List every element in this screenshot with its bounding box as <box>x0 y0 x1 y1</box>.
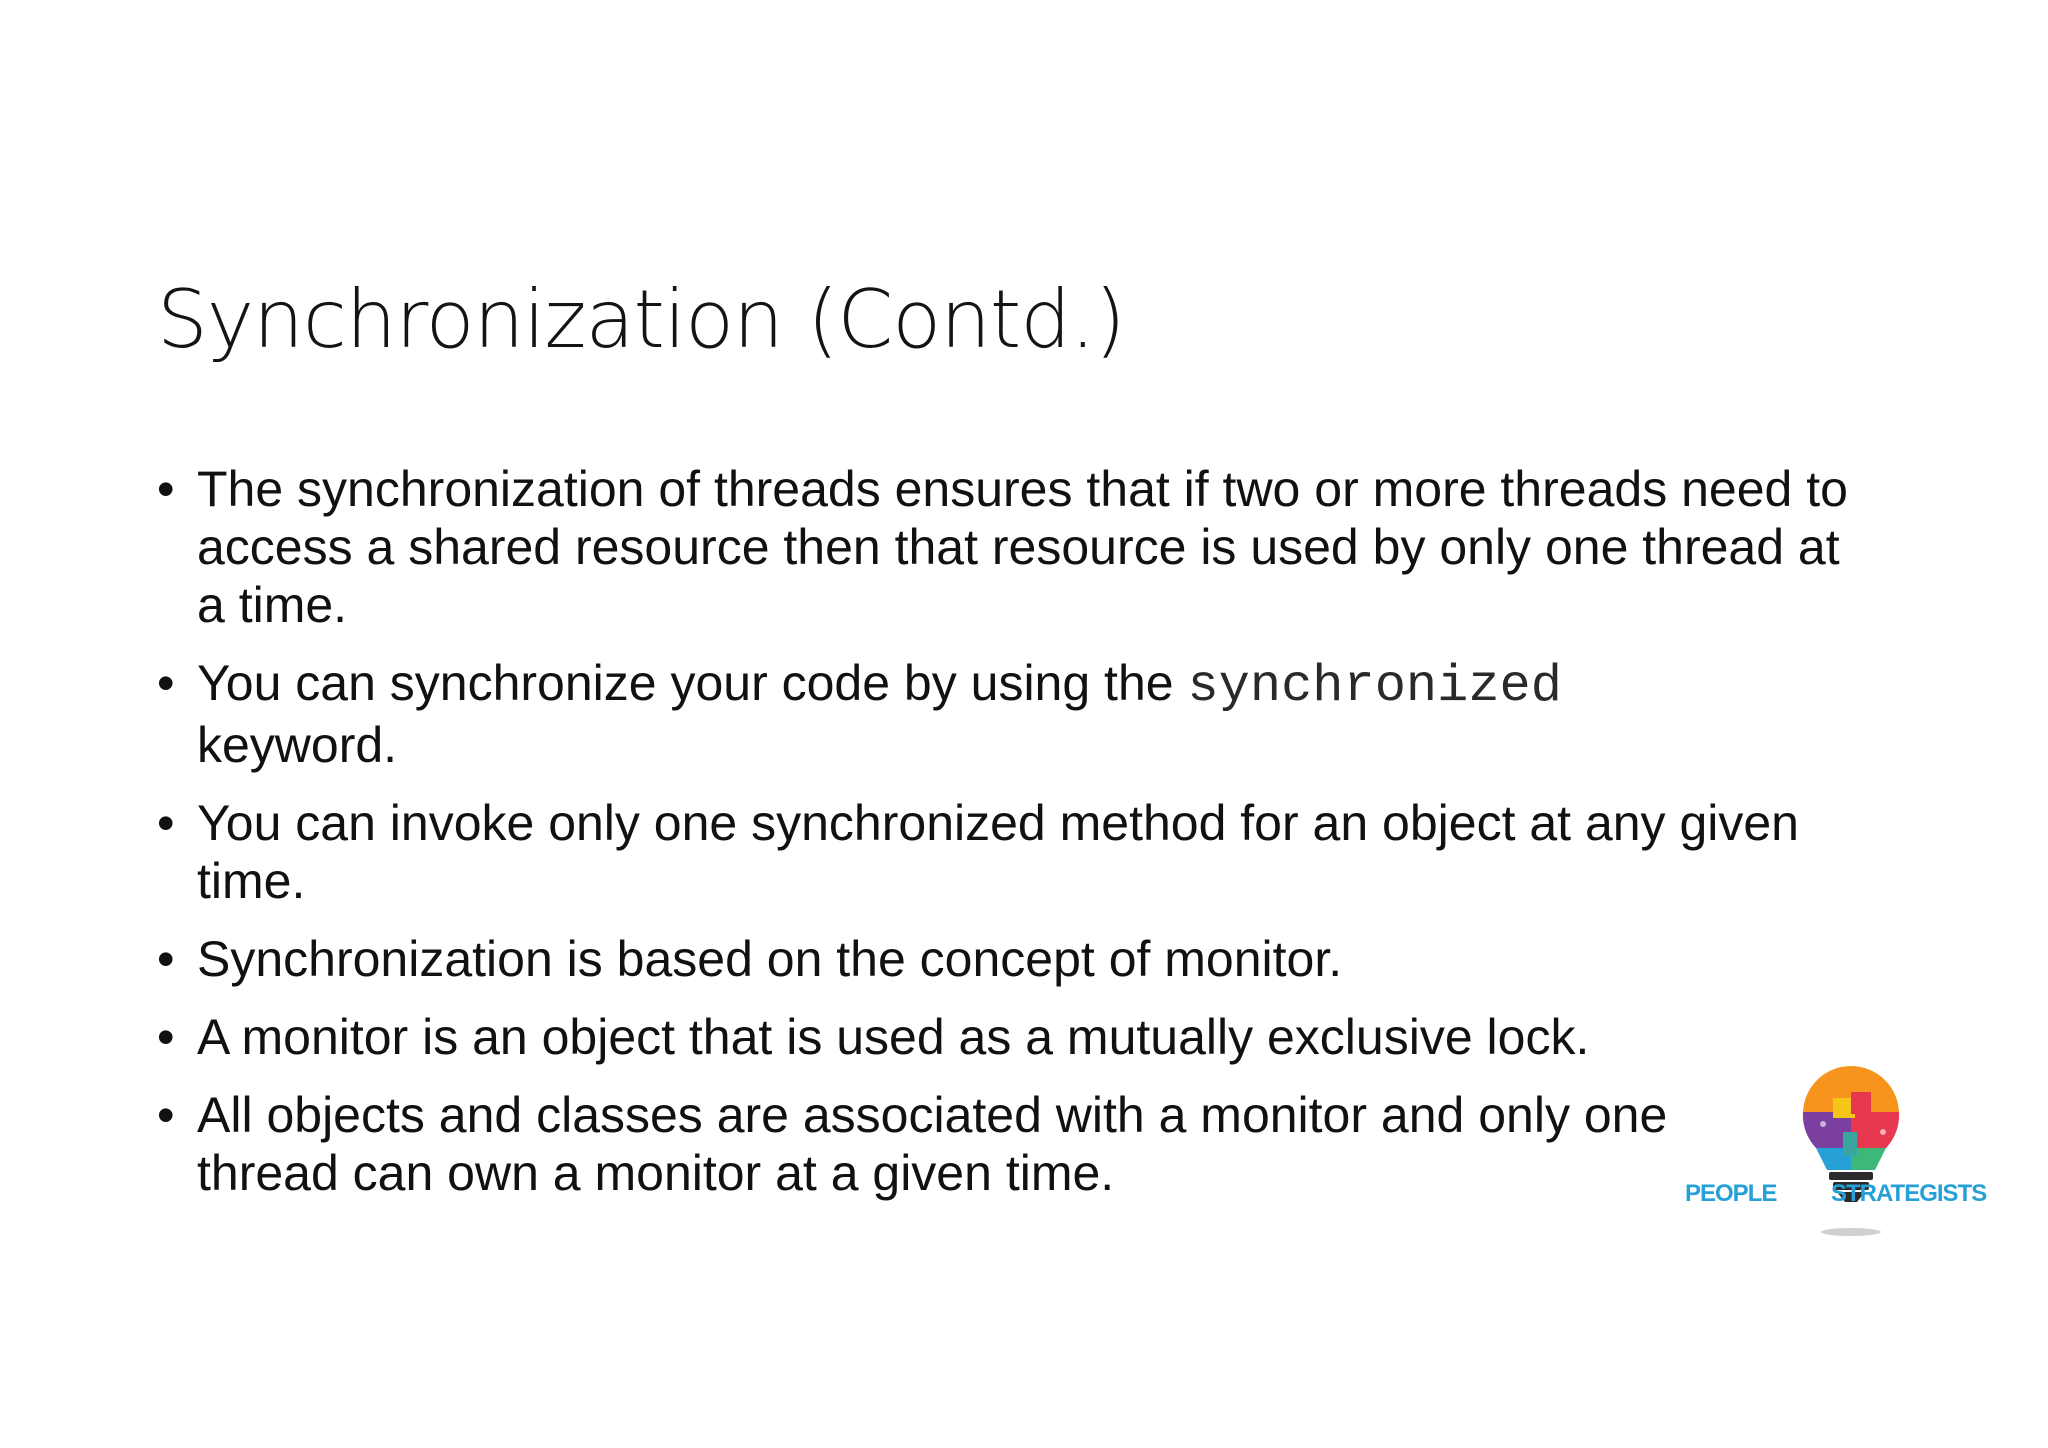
bullet-text: Synchronization is based on the concept of monitor. <box>197 931 1343 987</box>
logo-word-strategists: STRATEGISTS <box>1831 1180 1987 1207</box>
logo-word-people: PEOPLE <box>1685 1180 1777 1207</box>
bullet-item <box>157 794 1877 910</box>
bullet-item <box>157 654 1877 774</box>
lightbulb-puzzle-icon <box>1683 1062 2003 1244</box>
bullet-text: You can synchronize your code by using the <box>197 655 1188 711</box>
bullet-glyph: • <box>157 1009 175 1065</box>
bullet-item <box>157 930 1877 988</box>
bullet-text: A monitor is an object that is used as a mutually exclusive lock. <box>197 1009 1590 1065</box>
bullet-glyph: • <box>157 655 175 711</box>
code-keyword: synchronized <box>1187 657 1562 716</box>
slide-title: Synchronization (Contd.) <box>157 273 1125 366</box>
bullet-glyph: • <box>157 795 175 851</box>
bullet-glyph: • <box>157 461 175 517</box>
bullet-text: The synchronization of threads ensures that if two or more threads need to access a shared resource then that resource is used by only one thread at a time. <box>197 461 1848 633</box>
bullet-text-continued: keyword. <box>197 717 398 773</box>
bullet-item <box>157 460 1877 634</box>
bullet-list <box>157 460 1877 1202</box>
bullet-item <box>157 1086 1757 1202</box>
bullet-item <box>157 1008 1877 1066</box>
company-logo <box>1683 1062 2003 1244</box>
bullet-text: You can invoke only one synchronized method for an object at any given time. <box>197 795 1799 909</box>
bullet-glyph: • <box>157 1087 175 1143</box>
bullet-text: All objects and classes are associated with a monitor and only one thread can own a monitor at a given time. <box>197 1087 1668 1201</box>
bullet-glyph: • <box>157 931 175 987</box>
